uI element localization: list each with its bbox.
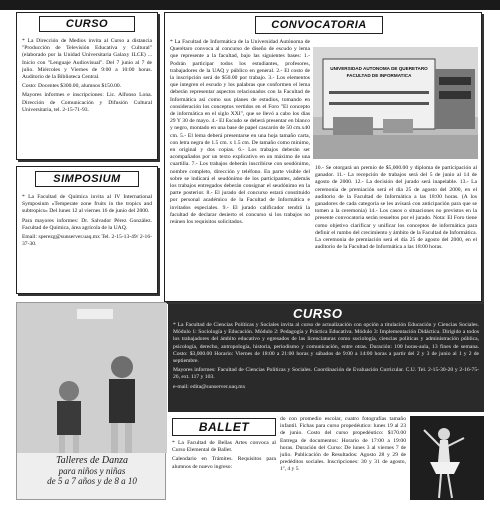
curso-title-box	[39, 16, 135, 32]
simposium-body-text: * La Facultad de Química invita al IV International Symposium «Temperate zone fruits in the tropics and subtropics» Del lunes 12 al viernes 16 de junio del 2000.	[22, 194, 152, 215]
curso-politicas-title: CURSO	[293, 306, 343, 321]
curso-title: CURSO	[65, 18, 109, 30]
ballet-body2: Calendario en Trámites. Requisitos para alumnos de nuevo ingreso:	[172, 456, 276, 470]
curso-section	[16, 12, 158, 160]
curso-body	[22, 38, 152, 116]
curso-body-text: * La Dirección de Medios invita al Curso a distancia "Producción de Televisión Educativa y Cultural" (elaborado por la Unidad Universitaria Galaxy ILCE) ... Inicio con "Lenguaje Audiovisual". Del 7 junio al 7 de julio. Miércoles y Viernes de 9:00 a 10:00 horas. Auditorio de la Biblioteca Central.	[22, 38, 152, 81]
building-illustration	[313, 47, 478, 159]
curso-cost: Costo: Docentes $300.00, alumnos $150.00.	[22, 83, 122, 90]
ballet-mid-text: do con promedio escolar, cuatro fotografías tamaño infantil. Fichas para curso propedéutico: lunes 19 al 23 de junio. Costo del curso propedéutico: $170.00 Entrega de documentos: Horario de 17:00 a 19:00 horas. Duración del Curso: De lunes 3 al viernes 7 de julio. Publicación de Resultados: Agosto 28 y 29 de predéditos sociales. Inscripciones: 30 y 31 de agosto, 1º, 4 y 5	[280, 416, 406, 473]
dance-caption-line1: Talleres de Danza	[55, 455, 129, 466]
simposium-title: SIMPOSIUM	[53, 173, 121, 185]
simposium-title-box	[35, 171, 139, 187]
dance-children-photo	[17, 303, 167, 453]
building-sign-line1: UNIVERSIDAD AUTONOMA DE QUERETARO	[330, 66, 428, 71]
convocatoria-left-column: * La Facultad de Informática de la Universidad Autónoma de Querétaro convoca al concurso de diseño de escudo y lema que represente a la facultad, bajo las siguientes bases: 1.- Podrán participar todos los estudiantes, profesores, trabajadores de la UAQ y público en general. 2.- El costo de la inscripción será de $50.00 por trabajo. 3.- Los elementos que integren el escudo y los palabras que conformen el lema deberán representar aspectos relacionados con la Facultad de Informática así como sus planes de estudios, tomando en consideración los conceptos vertidos en el Foro "El concepto de informática en el siglo XXI", que se llevó a cabo los días 29 Y 30 de mayo. 4.- El Escudo se deberá presentar en blanco y negro, montado en una base de papel cascarón de 50 cm.x40 cm. 5.- El lema deberá presentarse en una hoja tamaño carta, con letra negra de 1.5 cm. x 1.5 cm. De tamaño como mínimo, en original y dos copias. 6.- Los trabajos deberán ser acompañados por un texto explicativo en un máximo de una cuartilla. 7.- Los trabajos deberán inscribirse con seudónimo, nombre completo, dirección y teléfono. En parte visible del sobre se indicará el seudónimo de los participantes, además los trabajos entregados deberán consignar el seudónimo en la parte posterior. 8.- El jurado del concurso estará constituido por personal académico de la Facultad de Informática e invitados especiales. 9.- El jurado calificador tendrá la facultad de declarar desierto el concurso si los trabajos no reúnen los requisitos solicitados.	[170, 39, 310, 226]
convocatoria-title: CONVOCATORIA	[271, 19, 367, 31]
ballet-title-box	[172, 418, 276, 436]
building-sign-line2: FACULTAD DE INFORMATICA	[346, 73, 412, 78]
ballerina-illustration	[410, 416, 484, 500]
building-sign	[327, 65, 431, 79]
simposium-section	[16, 166, 158, 294]
building-photo	[313, 47, 478, 159]
simposium-body	[22, 194, 152, 250]
curso-politicas-body	[173, 322, 479, 393]
simposium-contact: Email: sperezg@sunserver.uaq.mx Tel. 2-15-13-49/ 2-16-37-30.	[22, 234, 152, 248]
curso-info: Mayores informes e inscripciones: Lic. Alfonso Lona. Dirección de Comunicación y Difusión Cultural Universitaria, tel. 2-15-71-93.	[22, 92, 152, 113]
curso-politicas-text: * La Facultad de Ciencias Políticas y Sociales invita al curso de actualización con opción a titulación Educación y Ciencias Sociales. Módulo 1: Sociología y Educación. Módulo 2: Pedagogía y Práctica Educativa. Módulo 3: Implementación Didáctica. Dirigido a todos los trabajadores del ámbito educativo y egresados de las licenciaturas como sociología, ciencias políticas y administración pública, psicología, derecho, antropología, historia, periodismo y comunicación, entre otras. Duración: 100 horas-aula, 13 fines de semana. Costo: $3,000.00 Horario: Viernes de 18:00 a 21:00 horas y sábados de 9:00 a 14:00 horas a partir del 2 y 3 de junio al 1 y 2 de septiembre.	[173, 322, 479, 365]
dance-caption-line3: de 5 a 7 años y de 8 a 10	[47, 476, 137, 486]
ballet-section	[168, 414, 484, 500]
convocatoria-title-box	[255, 16, 383, 34]
dance-workshop-poster	[16, 302, 166, 500]
curso-politicas-section	[168, 304, 484, 412]
convocatoria-section	[164, 12, 482, 302]
ballet-title: BALLET	[198, 420, 250, 434]
ballet-left-text	[172, 440, 276, 500]
ballet-dancer-photo	[410, 416, 484, 500]
dance-caption	[17, 455, 167, 486]
curso-politicas-email: e-mail: edita@sunserver.uaq.mx	[173, 383, 246, 390]
curso-politicas-info: Mayores informes: Facultad de Ciencias Políticas y Sociales. Coordinación de Evaluación Curricular. C.U. Tel. 2-15-30-20 y 2-16-75-26, ext. 117 y 103.	[173, 367, 479, 381]
masthead-band	[0, 0, 500, 10]
dance-caption-line2: para niños y niñas	[58, 466, 126, 476]
convocatoria-right-column: 10.- Se otorgará un premio de $5,000.00 y diploma de participación al ganador. 11.- La recepción de trabajos será del 5 de junio al 14 de agosto de 2000. 12.- La decisión del jurado será inapelable. 13.- La ceremonia de premiación será el día 25 de agosto del 2000, en el auditorio de la Facultad de Informática a las 18:00 horas. (A los ganadores de cada categoría se les avisará con anticipación para que se tomen a la ceremonia) 14.- Los casos o situaciones no previstos en la presente convocatoria serán resueltos por el jurado. Nota: El Foro tiene como objetivo clarificar y unificar los conceptos de informática para definir el rumbo del crecimiento y ámbito de la Facultad de Informática. La ceremonia de premiación será el día 25 de agosto del 2000, en el auditorio de la Facultad de Informática a las 18:00 horas.	[315, 165, 477, 251]
ballet-body: * La Facultad de Bellas Artes convoca al Curso Elemental de Ballet.	[172, 440, 276, 454]
simposium-info: Para mayores informes: Dr. Salvador Pérez González. Facultad de Química, área agrícola de la UAQ.	[22, 217, 152, 231]
